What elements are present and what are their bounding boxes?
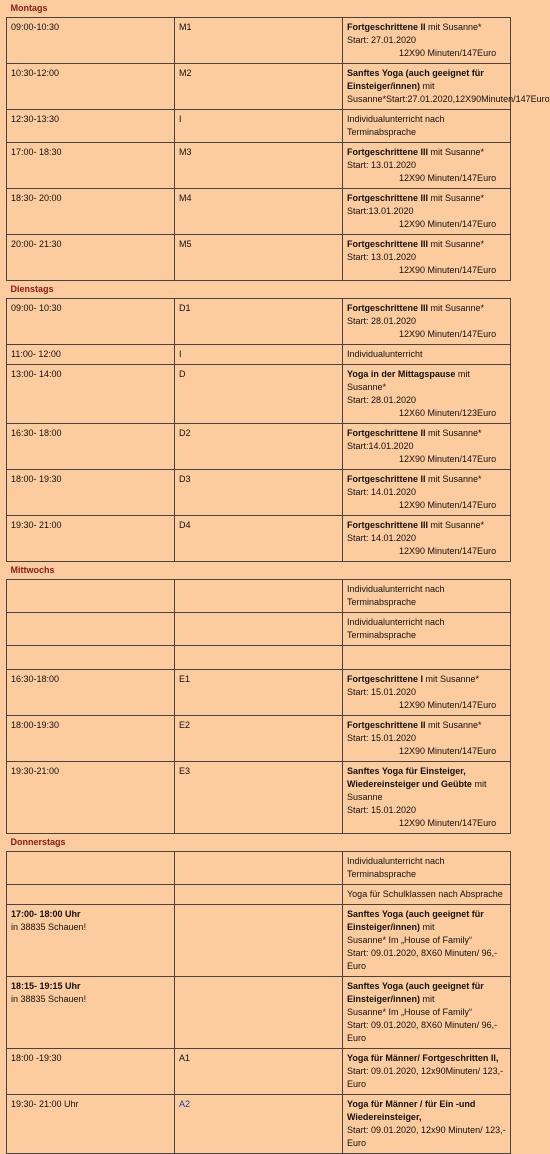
course-title: Fortgeschrittene II xyxy=(347,22,426,32)
description-cell xyxy=(343,716,511,762)
course-trainer: Individualunterricht nach Terminabsprache xyxy=(347,114,445,137)
description-cell xyxy=(343,424,511,470)
code-cell xyxy=(175,299,343,345)
time-text: 19:30- 21:00 xyxy=(11,520,62,530)
course-details: Start: 09.01.2020, 8X60 Minuten/ 96,-Euro xyxy=(347,948,498,971)
schedule-row xyxy=(7,885,511,905)
code-cell xyxy=(175,110,343,143)
course-title: Fortgeschrittene II xyxy=(347,474,426,484)
course-title: Fortgeschrittene III xyxy=(347,147,429,157)
course-start: Susanne*Start:27.01.2020,12X90Minuten/147Euro xyxy=(347,94,550,104)
location-text: in 38835 Schauen! xyxy=(11,922,87,932)
description-cell xyxy=(343,18,511,64)
course-trainer: mit Susanne* xyxy=(428,303,485,313)
course-code: A2 xyxy=(179,1099,191,1109)
time-text: 18:00-19:30 xyxy=(11,720,60,730)
course-price: 12X90 Minuten/147Euro xyxy=(399,818,497,828)
schedule-row xyxy=(7,365,511,424)
code-cell xyxy=(175,885,343,905)
description-cell xyxy=(343,64,550,110)
course-title: Fortgeschrittene III xyxy=(347,239,429,249)
course-code: M4 xyxy=(179,193,192,203)
course-trainer: mit Susanne* xyxy=(425,22,482,32)
code-cell xyxy=(175,852,343,885)
schedule-row xyxy=(7,905,511,977)
code-cell xyxy=(175,365,343,424)
time-text: 19:30-21:00 xyxy=(11,766,60,776)
course-title: Fortgeschrittene III xyxy=(347,303,429,313)
time-cell xyxy=(7,885,175,905)
time-cell xyxy=(7,977,175,1049)
course-start: Start: 13.01.2020 xyxy=(347,252,417,262)
course-trainer: mit Susanne* xyxy=(425,428,482,438)
schedule-row xyxy=(7,424,511,470)
time-cell xyxy=(7,716,175,762)
course-price: 12X60 Minuten/123Euro xyxy=(399,408,497,418)
course-trainer: mit Susanne* xyxy=(428,193,485,203)
course-start: Susanne* Im „House of Family“ xyxy=(347,935,473,945)
course-title: Fortgeschrittene II xyxy=(347,428,426,438)
code-cell xyxy=(175,64,343,110)
time-cell xyxy=(7,345,175,365)
description-cell xyxy=(343,1049,511,1095)
time-cell xyxy=(7,905,175,977)
course-code: D xyxy=(179,369,186,379)
time-cell xyxy=(7,1095,175,1154)
code-cell xyxy=(175,670,343,716)
code-cell xyxy=(175,1095,343,1154)
time-cell xyxy=(7,424,175,470)
schedule-row xyxy=(7,110,511,143)
time-text: 18:30- 20:00 xyxy=(11,193,62,203)
course-trainer: mit Susanne* xyxy=(428,520,485,530)
course-trainer: mit Susanne* xyxy=(425,720,482,730)
course-code: M1 xyxy=(179,22,192,32)
schedule-row xyxy=(7,516,511,562)
day-header xyxy=(7,834,511,852)
course-code: M5 xyxy=(179,239,192,249)
description-cell xyxy=(343,670,511,716)
code-cell xyxy=(175,424,343,470)
course-code: I xyxy=(179,349,182,359)
description-cell xyxy=(343,613,511,646)
course-start: Start:13.01.2020 xyxy=(347,206,414,216)
time-cell xyxy=(7,110,175,143)
schedule-row xyxy=(7,852,511,885)
code-cell xyxy=(175,580,343,613)
schedule-row xyxy=(7,613,511,646)
schedule-row xyxy=(7,716,511,762)
course-title: Sanftes Yoga für Einsteiger, Wiedereinsteiger und Geübte xyxy=(347,766,472,789)
course-start: Start: 15.01.2020 xyxy=(347,687,417,697)
code-cell xyxy=(175,470,343,516)
schedule-row xyxy=(7,64,511,110)
course-trainer: Individualunterricht nach Terminabsprache xyxy=(347,584,445,607)
course-start: Start:14.01.2020 xyxy=(347,441,414,451)
time-cell xyxy=(7,852,175,885)
description-cell xyxy=(343,345,511,365)
time-cell xyxy=(7,18,175,64)
day-label: Montags xyxy=(10,3,48,13)
course-start: Start: 28.01.2020 xyxy=(347,316,417,326)
description-cell xyxy=(343,235,511,281)
schedule-row xyxy=(7,189,511,235)
time-cell xyxy=(7,470,175,516)
course-code: A1 xyxy=(179,1053,191,1063)
course-code: D3 xyxy=(179,474,191,484)
course-trainer: mit Susanne* xyxy=(423,674,480,684)
description-cell xyxy=(343,905,511,977)
schedule-row xyxy=(7,977,511,1049)
course-trainer: mit Susanne* xyxy=(347,369,470,392)
time-text: 20:00- 21:30 xyxy=(11,239,62,249)
course-code: M2 xyxy=(179,68,192,78)
course-price: 12X90 Minuten/147Euro xyxy=(399,454,497,464)
time-cell xyxy=(7,613,175,646)
course-code: E1 xyxy=(179,674,191,684)
time-cell xyxy=(7,580,175,613)
time-text: 10:30-12:00 xyxy=(11,68,60,78)
course-trainer: mit Susanne* xyxy=(428,239,485,249)
course-title: Yoga für Männer/ Fortgeschritten II, xyxy=(347,1053,499,1063)
course-start: Start: 14.01.2020 xyxy=(347,533,417,543)
description-cell xyxy=(343,110,511,143)
description-cell xyxy=(343,580,511,613)
code-cell xyxy=(175,143,343,189)
time-cell xyxy=(7,64,175,110)
course-code: D2 xyxy=(179,428,191,438)
course-price: 12X90 Minuten/147Euro xyxy=(399,746,497,756)
course-price: 12X90 Minuten/147Euro xyxy=(399,500,497,510)
description-cell xyxy=(343,852,511,885)
description-cell xyxy=(343,762,511,834)
time-text: 18:00 -19:30 xyxy=(11,1053,62,1063)
course-title: Fortgeschrittene III xyxy=(347,520,429,530)
day-label: Dienstags xyxy=(10,284,54,294)
time-cell xyxy=(7,516,175,562)
description-cell xyxy=(343,470,511,516)
description-cell xyxy=(343,365,511,424)
code-cell xyxy=(175,18,343,64)
schedule-row xyxy=(7,143,511,189)
code-cell xyxy=(175,345,343,365)
course-start: Start: 14.01.2020 xyxy=(347,487,417,497)
time-text: 17:00- 18:30 xyxy=(11,147,62,157)
course-code: M3 xyxy=(179,147,192,157)
time-text: 12:30-13:30 xyxy=(11,114,60,124)
course-code: E2 xyxy=(179,720,191,730)
code-cell xyxy=(175,905,343,977)
description-cell xyxy=(343,1095,511,1154)
time-text: 19:30- 21:00 Uhr xyxy=(11,1099,79,1109)
time-cell xyxy=(7,299,175,345)
day-header xyxy=(7,281,511,299)
day-label: Donnerstags xyxy=(10,837,66,847)
code-cell xyxy=(175,235,343,281)
code-cell xyxy=(175,716,343,762)
code-cell xyxy=(175,516,343,562)
course-code: I xyxy=(179,114,182,124)
time-text: 16:30-18:00 xyxy=(11,674,60,684)
description-cell xyxy=(343,516,511,562)
schedule-row xyxy=(7,235,511,281)
description-cell xyxy=(343,646,511,670)
course-start: Start: 27.01.2020 xyxy=(347,35,417,45)
time-text: 17:00- 18:00 Uhr xyxy=(11,909,81,919)
description-cell xyxy=(343,189,511,235)
course-price: 12X90 Minuten/147Euro xyxy=(399,700,497,710)
day-label: Mittwochs xyxy=(10,565,55,575)
course-title: Sanftes Yoga (auch geeignet für Einsteiger/innen) xyxy=(347,909,484,932)
course-title: Fortgeschrittene II xyxy=(347,720,426,730)
time-text: 13:00- 14:00 xyxy=(11,369,62,379)
course-title: Yoga für Männer / für Ein -und Wiedereinsteiger, xyxy=(347,1099,476,1122)
time-cell xyxy=(7,646,175,670)
schedule-row xyxy=(7,580,511,613)
location-text: in 38835 Schauen! xyxy=(11,994,87,1004)
description-cell xyxy=(343,885,511,905)
course-price: 12X90 Minuten/147Euro xyxy=(399,173,497,183)
code-cell xyxy=(175,762,343,834)
schedule-row xyxy=(7,18,511,64)
course-title: Sanftes Yoga (auch geeignet für Einsteiger/innen) xyxy=(347,981,484,1004)
course-code: D1 xyxy=(179,303,191,313)
code-cell xyxy=(175,1049,343,1095)
code-cell xyxy=(175,977,343,1049)
course-trainer: mit Susanne* xyxy=(425,474,482,484)
time-cell xyxy=(7,762,175,834)
course-title: Fortgeschrittene III xyxy=(347,193,429,203)
time-text: 09:00- 10:30 xyxy=(11,303,62,313)
course-code: D4 xyxy=(179,520,191,530)
course-title: Sanftes Yoga (auch geeignet für Einsteiger/innen) xyxy=(347,68,484,91)
schedule-row xyxy=(7,1049,511,1095)
time-text: 18:00- 19:30 xyxy=(11,474,62,484)
time-cell xyxy=(7,143,175,189)
schedule-row xyxy=(7,1095,511,1154)
course-trainer: mit xyxy=(420,994,435,1004)
code-cell xyxy=(175,646,343,670)
time-cell xyxy=(7,1049,175,1095)
course-price: 12X90 Minuten/147Euro xyxy=(399,546,497,556)
course-price: 12X90 Minuten/147Euro xyxy=(399,329,497,339)
time-text: 09:00-10:30 xyxy=(11,22,60,32)
course-price: 12X90 Minuten/147Euro xyxy=(399,48,497,58)
time-cell xyxy=(7,189,175,235)
course-title: Fortgeschrittene I xyxy=(347,674,424,684)
course-title: Yoga in der Mittagspause xyxy=(347,369,456,379)
schedule-row xyxy=(7,345,511,365)
course-trainer: Individualunterricht nach Terminabsprache xyxy=(347,856,445,879)
description-cell xyxy=(343,299,511,345)
time-text: 16:30- 18:00 xyxy=(11,428,62,438)
course-start: Start: 09.01.2020, 12x90 Minuten/ 123,- Euro xyxy=(347,1125,506,1148)
course-start: Start: 28.01.2020 xyxy=(347,395,417,405)
schedule-row xyxy=(7,299,511,345)
course-trainer: Individualunterricht xyxy=(347,349,423,359)
schedule-row xyxy=(7,670,511,716)
course-start: Start: 13.01.2020 xyxy=(347,160,417,170)
course-start: Start: 15.01.2020 xyxy=(347,805,417,815)
course-start: Start: 15.01.2020 xyxy=(347,733,417,743)
time-cell xyxy=(7,365,175,424)
time-cell xyxy=(7,670,175,716)
time-cell xyxy=(7,235,175,281)
day-header xyxy=(7,562,511,580)
schedule-table xyxy=(6,0,550,1154)
code-cell xyxy=(175,613,343,646)
course-price: 12X90 Minuten/147Euro xyxy=(399,265,497,275)
course-trainer: Yoga für Schulklassen nach Absprache xyxy=(347,889,503,899)
course-trainer: mit xyxy=(420,922,435,932)
schedule-row xyxy=(7,646,511,670)
time-text: 11:00- 12:00 xyxy=(11,349,61,359)
course-trainer: mit Susanne* xyxy=(428,147,485,157)
course-code: E3 xyxy=(179,766,191,776)
code-cell xyxy=(175,189,343,235)
course-start: Susanne* Im „House of Family“ xyxy=(347,1007,473,1017)
day-header xyxy=(7,0,511,18)
course-price: 12X90 Minuten/147Euro xyxy=(399,219,497,229)
description-cell xyxy=(343,143,511,189)
schedule-row xyxy=(7,470,511,516)
course-trainer: mit xyxy=(420,81,435,91)
course-start: Start: 09.01.2020, 12x90Minuten/ 123,-Euro xyxy=(347,1066,504,1089)
course-trainer: mit Susanne xyxy=(347,779,487,802)
course-trainer: Individualunterricht nach Terminabsprache xyxy=(347,617,445,640)
time-text: 18:15- 19:15 Uhr xyxy=(11,981,81,991)
schedule-row xyxy=(7,762,511,834)
description-cell xyxy=(343,977,511,1049)
course-details: Start: 09.01.2020, 8X60 Minuten/ 96,-Euro xyxy=(347,1020,498,1043)
